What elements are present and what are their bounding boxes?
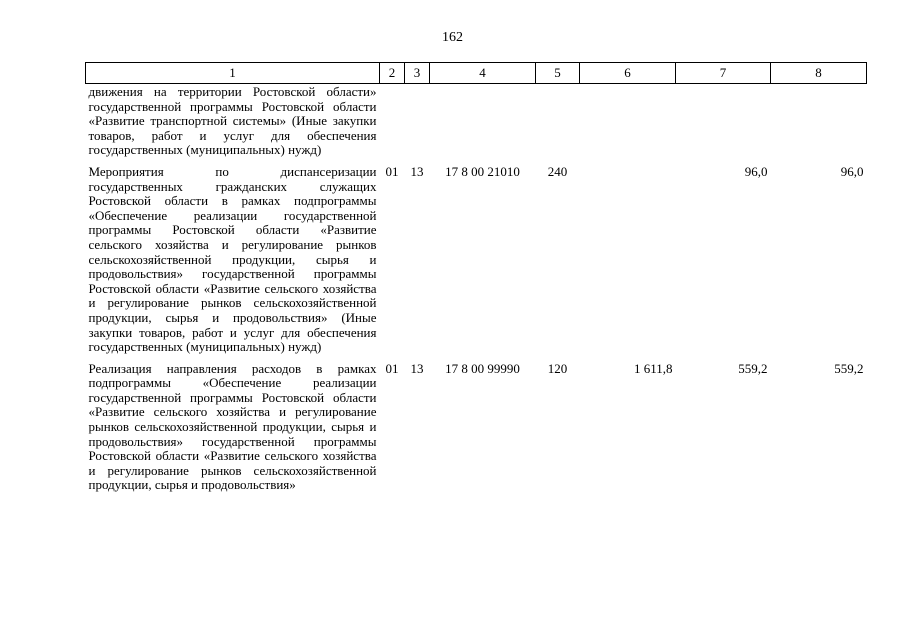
column-header-2: 2: [380, 63, 405, 84]
row-amount-2: 96,0: [744, 163, 768, 179]
row-amount-1: 1 611,8: [633, 360, 673, 376]
row-expense-type: [536, 84, 580, 164]
row-description: Мероприятия по диспансеризации государственных гражданских служащих Ростовской области в рамках подпрограммы «Обеспечение реализации государственной программы Ростовской области «Развитие сельского хозяйства и регулирование рынков сельскохозяйственной продукции, сырья и продовольствия» государственной программы Ростовской области «Развитие сельского хозяйства и регулирование рынков сельскохозяйственной продукции, сырья и продовольствия» (Иные закупки товаров, работ и услуг для обеспечения государственных (муниципальных) нужд): [88, 163, 377, 355]
table-row: [86, 361, 867, 499]
column-header-6: 6: [580, 63, 676, 84]
row-expense-type: 120: [547, 360, 568, 376]
row-target-code: 17 8 00 21010: [445, 163, 520, 179]
column-header-5: 5: [536, 63, 580, 84]
row-expense-type: 240: [547, 163, 568, 179]
row-target-code: [430, 84, 536, 164]
row-amount-2: [676, 84, 771, 164]
row-description: движения на территории Ростовской области» государственной программы Ростовской области «Развитие транспортной системы» (Иные закупки товаров, работ и услуг для обеспечения государственных (муниципальных) нужд): [88, 84, 377, 158]
table-row: [86, 164, 867, 361]
row-subsection-code: 13: [410, 360, 424, 376]
row-subsection-code: [405, 84, 430, 164]
row-amount-2: 559,2: [738, 360, 768, 376]
row-section-code: 01: [385, 360, 399, 376]
row-subsection-code: 13: [410, 163, 424, 179]
row-amount-3: 559,2: [834, 360, 864, 376]
row-target-code: 17 8 00 99990: [445, 360, 520, 376]
row-section-code: 01: [385, 163, 399, 179]
row-section-code: [380, 84, 405, 164]
row-amount-3: 96,0: [840, 163, 864, 179]
row-description: Реализация направления расходов в рамках подпрограммы «Обеспечение реализации государственной программы Ростовской области «Развитие сельского хозяйства и регулирование рынков сельскохозяйственной продукции, сырья и продовольствия» государственной программы Ростовской области «Развитие сельского хозяйства и регулирование рынков сельскохозяйственной продукции, сырья и продовольствия»: [88, 360, 377, 493]
page-number: 162: [442, 30, 463, 45]
column-header-4: 4: [430, 63, 536, 84]
row-amount-3: [771, 84, 867, 164]
column-header-1: 1: [86, 63, 380, 84]
row-amount-1: [580, 84, 676, 164]
column-header-7: 7: [676, 63, 771, 84]
column-header-8: 8: [771, 63, 867, 84]
budget-table: [85, 62, 867, 499]
table-header-row: [86, 63, 867, 84]
column-header-3: 3: [405, 63, 430, 84]
table-row: [86, 84, 867, 164]
row-amount-1: [580, 164, 676, 361]
